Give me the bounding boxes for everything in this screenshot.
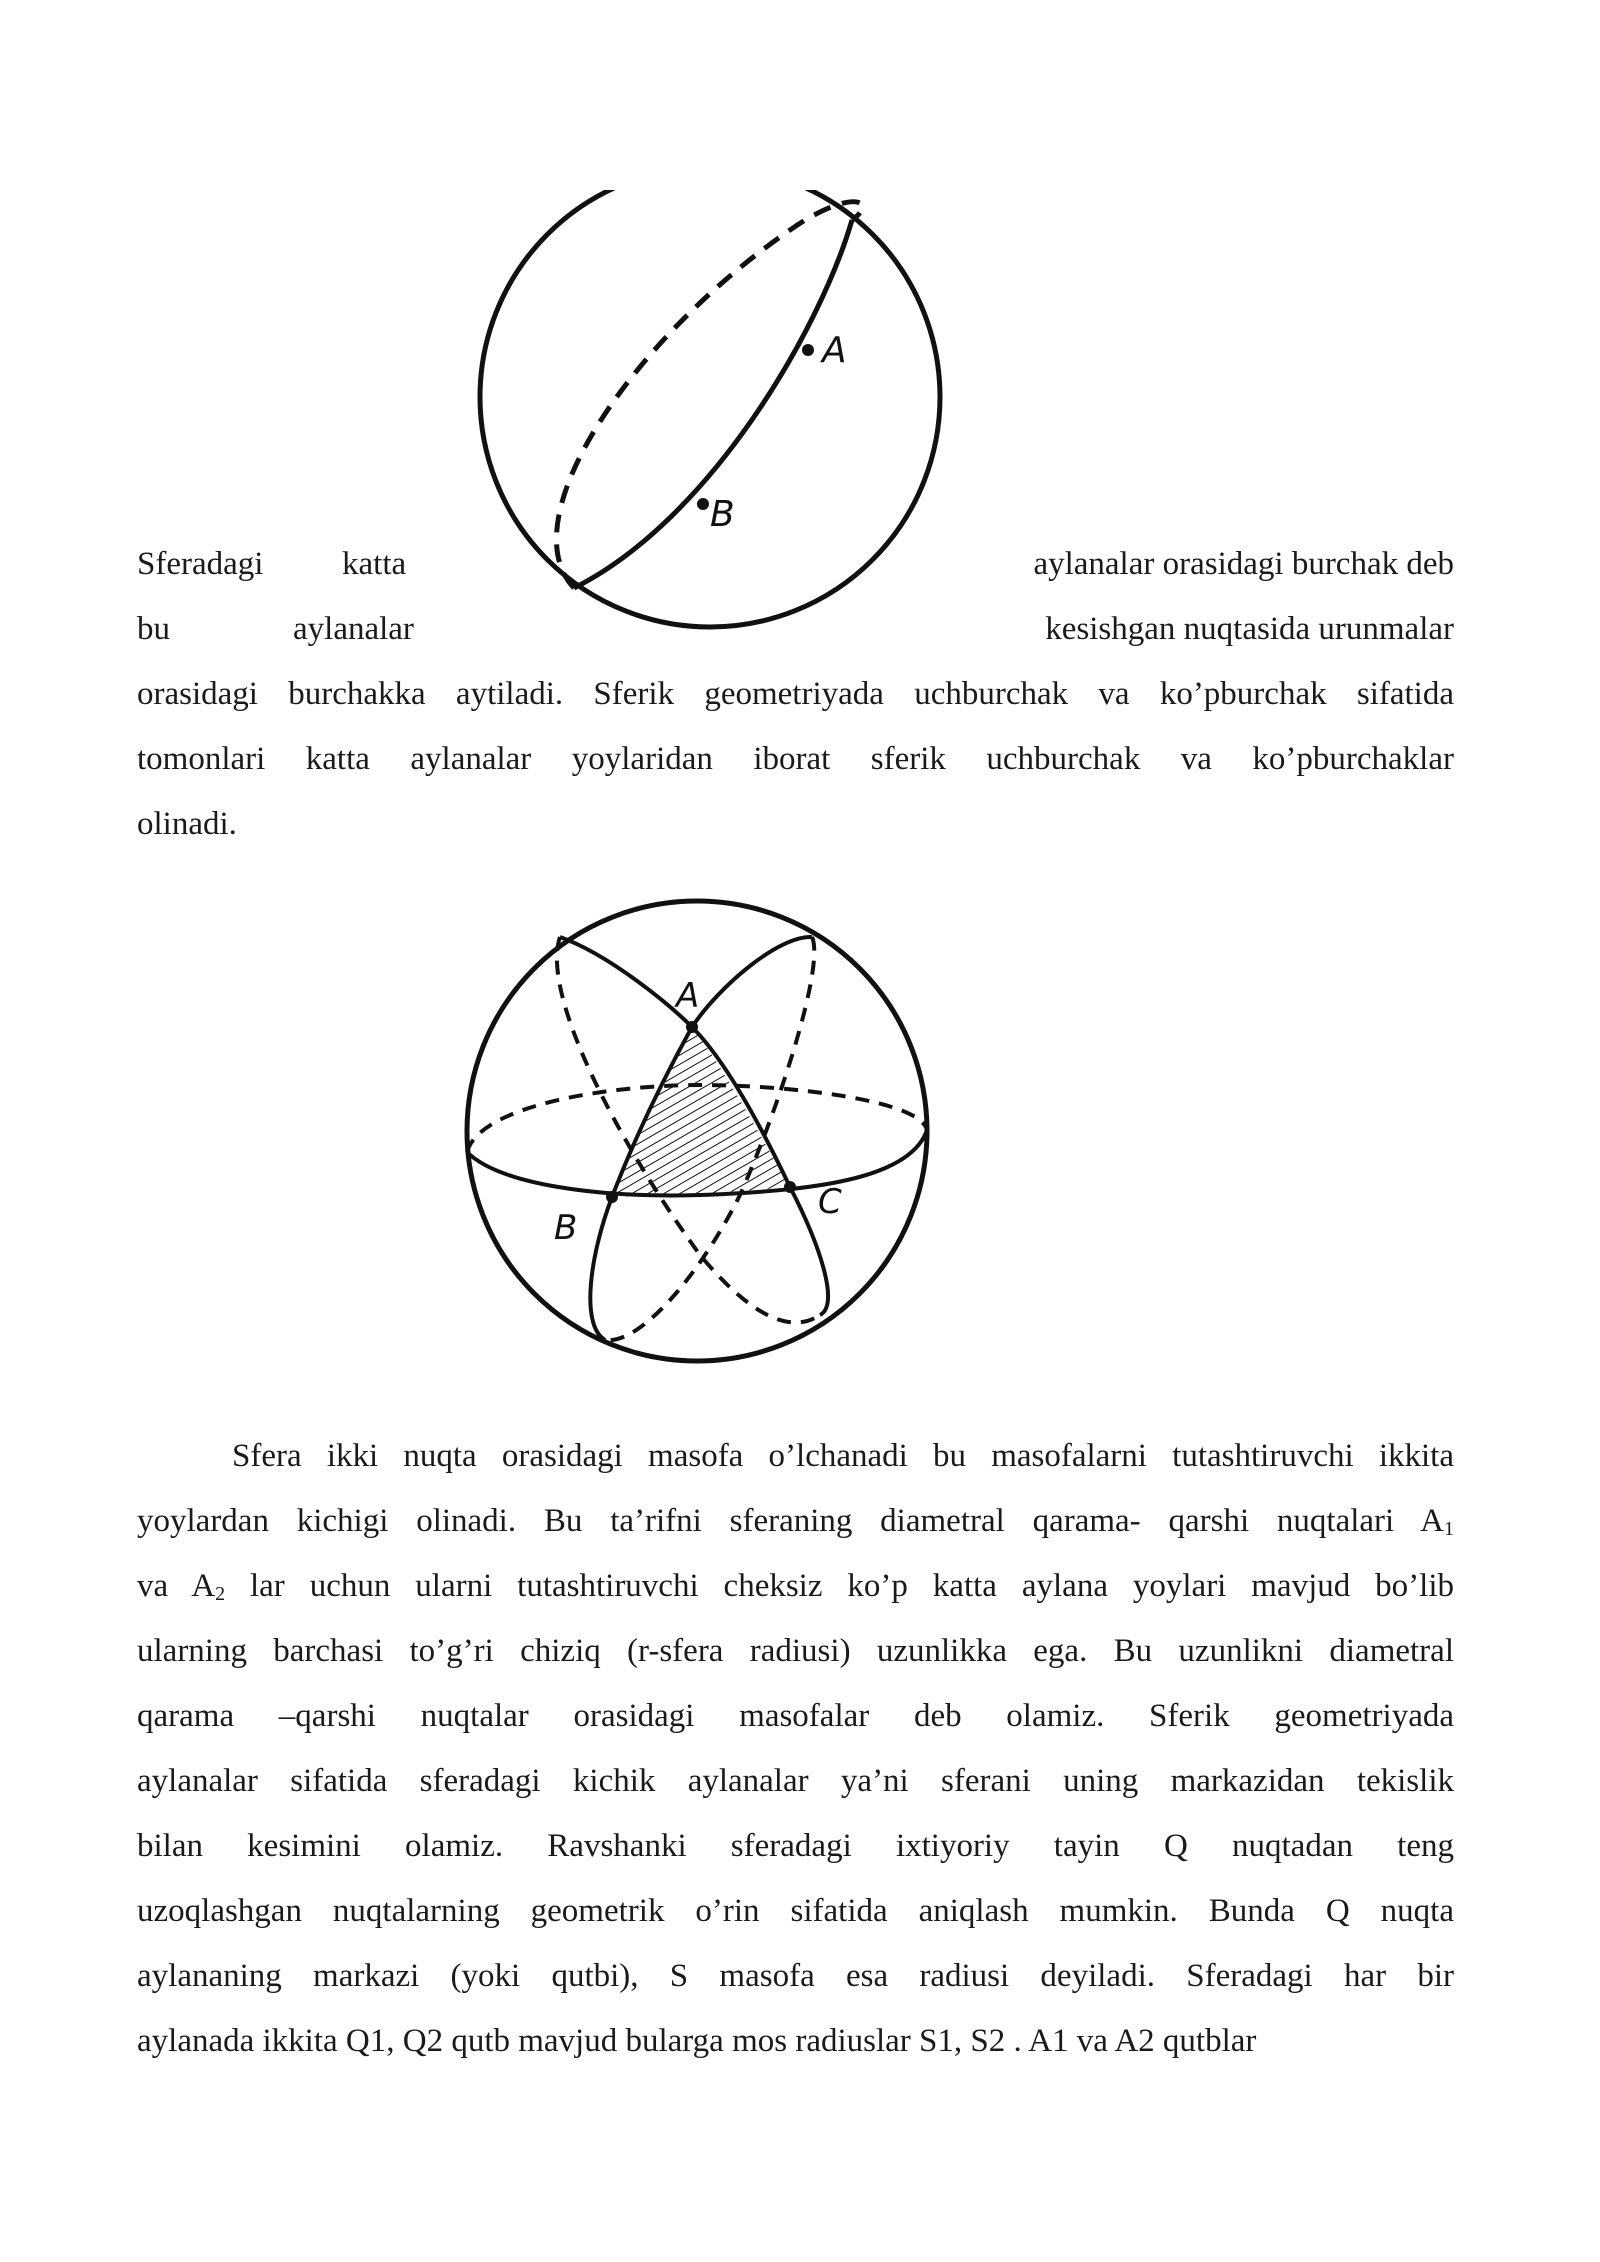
spherical-triangle-figure bbox=[460, 895, 940, 1365]
label-a: A bbox=[676, 976, 700, 1016]
text-line: bu bbox=[137, 611, 170, 647]
text-line bbox=[137, 1566, 1454, 1606]
shaded-triangle bbox=[612, 1027, 790, 1197]
subscript: 2 bbox=[215, 1583, 226, 1605]
text-line: aylanada ikkita Q1, Q2 qutb mavjud bularga mos radiuslar S1, S2 . A1 va A2 qutblar bbox=[137, 2023, 1257, 2059]
text-line: ularning barchasi to’g’ri chiziq (r-sfera radiusi) uzunlikka ega. Bu uzunlikni diametral bbox=[137, 1633, 1454, 1669]
text-line: bilan kesimini olamiz. Ravshanki sferadagi ixtiyoriy tayin Q nuqtadan teng bbox=[137, 1828, 1454, 1864]
label-c: C bbox=[818, 1182, 842, 1222]
text-line: uzoqlashgan nuqtalarning geometrik o’rin sifatida aniqlash mumkin. Bunda Q nuqta bbox=[137, 1893, 1454, 1929]
text-line: katta bbox=[342, 546, 407, 582]
point-a bbox=[802, 344, 814, 356]
label-a: A bbox=[822, 330, 847, 371]
text-line bbox=[137, 1501, 1454, 1541]
text-line: olinadi. bbox=[137, 806, 237, 842]
point-a bbox=[686, 1021, 698, 1033]
point-c bbox=[784, 1181, 796, 1193]
text-line: aylananing markazi (yoki qutbi), S masofa esa radiusi deyiladi. Sferadagi har bir bbox=[137, 1958, 1454, 1994]
subscript: 1 bbox=[1444, 1518, 1454, 1540]
text-line: Sfera ikki nuqta orasidagi masofa o’lchanadi bu masofalarni tutashtiruvchi ikkita bbox=[232, 1438, 1454, 1474]
text-line: qarama –qarshi nuqtalar orasidagi masofalar deb olamiz. Sferik geometriyada bbox=[137, 1698, 1454, 1734]
text-line: kesishgan nuqtasida urunmalar bbox=[1045, 611, 1454, 647]
point-b bbox=[697, 498, 709, 510]
text-run: lar uchun ularni tutashtiruvchi cheksiz ko’p katta aylana yoylari mavjud bo’lib bbox=[225, 1568, 1454, 1604]
text-line: aylanalar orasidagi burchak deb bbox=[1033, 546, 1454, 582]
sphere-outline bbox=[480, 190, 940, 627]
text-run: va A bbox=[137, 1568, 216, 1604]
text-line: aylanalar sifatida sferadagi kichik aylanalar ya’ni sferani uning markazidan tekislik bbox=[137, 1763, 1454, 1799]
sphere-great-circle-figure bbox=[470, 190, 950, 650]
text-line: tomonlari katta aylanalar yoylaridan iborat sferik uchburchak va ko’pburchaklar bbox=[137, 741, 1454, 777]
label-b: B bbox=[710, 494, 735, 535]
text-run: yoylardan kichigi olinadi. Bu ta’rifni sferaning diametral qarama- qarshi nuqtalari A bbox=[137, 1503, 1444, 1539]
text-line: aylanalar bbox=[293, 611, 414, 647]
text-line: orasidagi burchakka aytiladi. Sferik geometriyada uchburchak va ko’pburchak sifatida bbox=[137, 676, 1454, 712]
text-line: Sferadagi bbox=[137, 546, 264, 582]
point-b bbox=[606, 1191, 618, 1203]
label-b: B bbox=[554, 1208, 578, 1248]
